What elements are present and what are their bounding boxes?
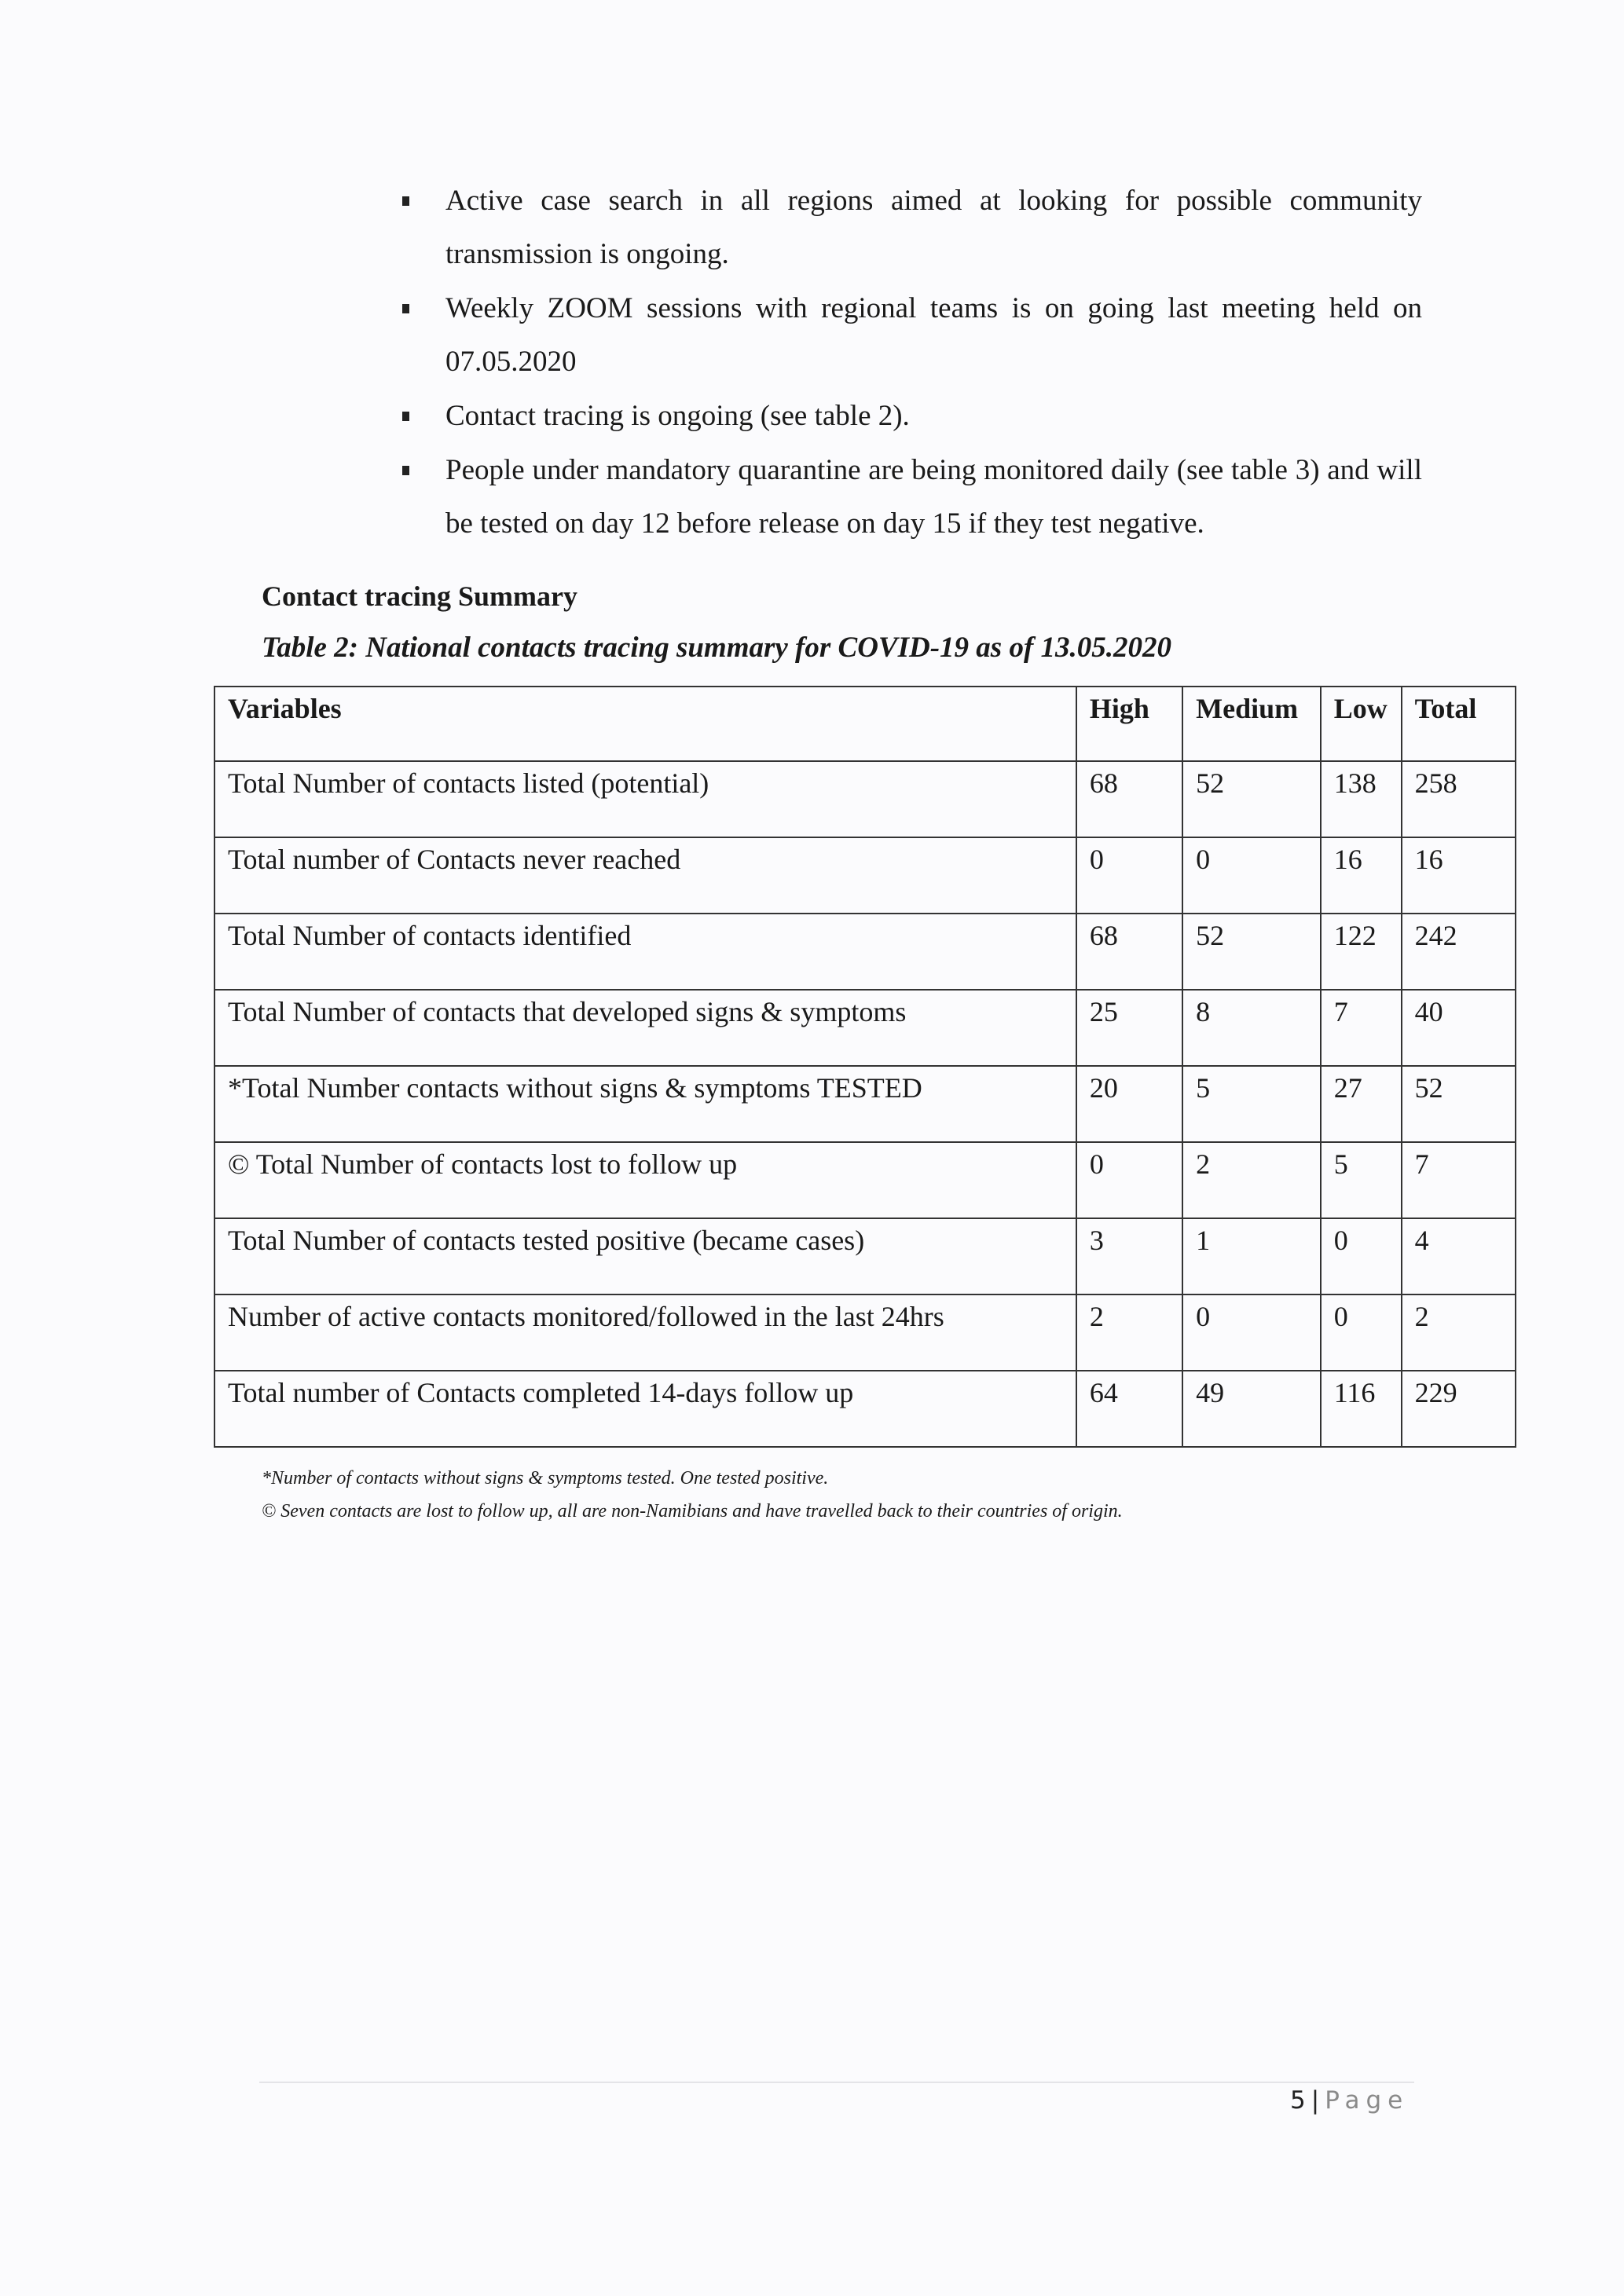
footnote-copyright: © Seven contacts are lost to follow up, all are non-Namibians and have travelled back to their countries of origin. (262, 1501, 1123, 1522)
bullet-item (393, 174, 1422, 281)
table-row (214, 1294, 1516, 1371)
high-cell: 3 (1076, 1218, 1182, 1294)
table-caption: Table 2: National contacts tracing summary for COVID-19 as of 13.05.2020 (262, 632, 1172, 664)
table-row (214, 761, 1516, 837)
medium-cell: 8 (1182, 990, 1321, 1066)
bullet-text: Weekly ZOOM sessions with regional teams is on going last meeting held on 07.05.2020 (445, 292, 1422, 378)
variable-cell: Total Number of contacts that developed signs & symptoms (214, 990, 1076, 1066)
high-cell: 68 (1076, 914, 1182, 990)
page-label: Page (1325, 2086, 1410, 2115)
total-cell: 229 (1402, 1371, 1516, 1447)
low-cell: 16 (1321, 837, 1402, 914)
total-cell: 7 (1402, 1142, 1516, 1218)
medium-cell: 0 (1182, 1294, 1321, 1371)
footer-divider (259, 2082, 1414, 2083)
variable-cell: Total Number of contacts tested positive (became cases) (214, 1218, 1076, 1294)
page-separator: | (1311, 2086, 1321, 2115)
high-cell: 2 (1076, 1294, 1182, 1371)
low-cell: 0 (1321, 1294, 1402, 1371)
medium-cell: 1 (1182, 1218, 1321, 1294)
table-row (214, 1218, 1516, 1294)
total-cell: 4 (1402, 1218, 1516, 1294)
bullet-item (393, 390, 1422, 443)
low-cell: 122 (1321, 914, 1402, 990)
variable-cell: Total number of Contacts completed 14-days follow up (214, 1371, 1076, 1447)
square-bullet-icon (402, 304, 409, 313)
high-cell: 64 (1076, 1371, 1182, 1447)
bullet-text: Contact tracing is ongoing (see table 2). (445, 400, 910, 432)
page-number (1290, 2086, 1409, 2115)
low-cell: 7 (1321, 990, 1402, 1066)
header-variables: Variables (214, 687, 1076, 761)
table-row (214, 914, 1516, 990)
high-cell: 20 (1076, 1066, 1182, 1142)
medium-cell: 49 (1182, 1371, 1321, 1447)
footnote-asterisk: *Number of contacts without signs & symptoms tested. One tested positive. (262, 1468, 829, 1489)
total-cell: 40 (1402, 990, 1516, 1066)
medium-cell: 52 (1182, 761, 1321, 837)
bullet-list (393, 174, 1422, 551)
high-cell: 0 (1076, 1142, 1182, 1218)
variable-cell: © Total Number of contacts lost to follow up (214, 1142, 1076, 1218)
total-cell: 258 (1402, 761, 1516, 837)
bullet-text: People under mandatory quarantine are being monitored daily (see table 3) and will be tested on day 12 before release on day 15 if they test negative. (445, 454, 1422, 540)
header-high: High (1076, 687, 1182, 761)
low-cell: 116 (1321, 1371, 1402, 1447)
variable-cell: Number of active contacts monitored/followed in the last 24hrs (214, 1294, 1076, 1371)
medium-cell: 52 (1182, 914, 1321, 990)
square-bullet-icon (402, 466, 409, 475)
contact-tracing-table (214, 686, 1516, 1448)
table-row (214, 837, 1516, 914)
total-cell: 2 (1402, 1294, 1516, 1371)
low-cell: 0 (1321, 1218, 1402, 1294)
medium-cell: 2 (1182, 1142, 1321, 1218)
low-cell: 5 (1321, 1142, 1402, 1218)
section-heading: Contact tracing Summary (262, 580, 577, 612)
medium-cell: 5 (1182, 1066, 1321, 1142)
square-bullet-icon (402, 412, 409, 421)
table-row (214, 1371, 1516, 1447)
table-row (214, 1142, 1516, 1218)
high-cell: 25 (1076, 990, 1182, 1066)
header-low: Low (1321, 687, 1402, 761)
variable-cell: *Total Number contacts without signs & symptoms TESTED (214, 1066, 1076, 1142)
header-medium: Medium (1182, 687, 1321, 761)
table-header-row (214, 687, 1516, 761)
total-cell: 16 (1402, 837, 1516, 914)
bullet-item (393, 282, 1422, 389)
bullet-text: Active case search in all regions aimed at looking for possible community transmission is ongoing. (445, 185, 1422, 270)
high-cell: 68 (1076, 761, 1182, 837)
variable-cell: Total number of Contacts never reached (214, 837, 1076, 914)
medium-cell: 0 (1182, 837, 1321, 914)
page-number-value: 5 (1290, 2086, 1307, 2115)
table-row (214, 990, 1516, 1066)
bullet-item (393, 444, 1422, 551)
footnotes (262, 1463, 1123, 1529)
table-row (214, 1066, 1516, 1142)
total-cell: 52 (1402, 1066, 1516, 1142)
high-cell: 0 (1076, 837, 1182, 914)
variable-cell: Total Number of contacts listed (potential) (214, 761, 1076, 837)
variable-cell: Total Number of contacts identified (214, 914, 1076, 990)
square-bullet-icon (402, 196, 409, 206)
low-cell: 27 (1321, 1066, 1402, 1142)
low-cell: 138 (1321, 761, 1402, 837)
total-cell: 242 (1402, 914, 1516, 990)
header-total: Total (1402, 687, 1516, 761)
